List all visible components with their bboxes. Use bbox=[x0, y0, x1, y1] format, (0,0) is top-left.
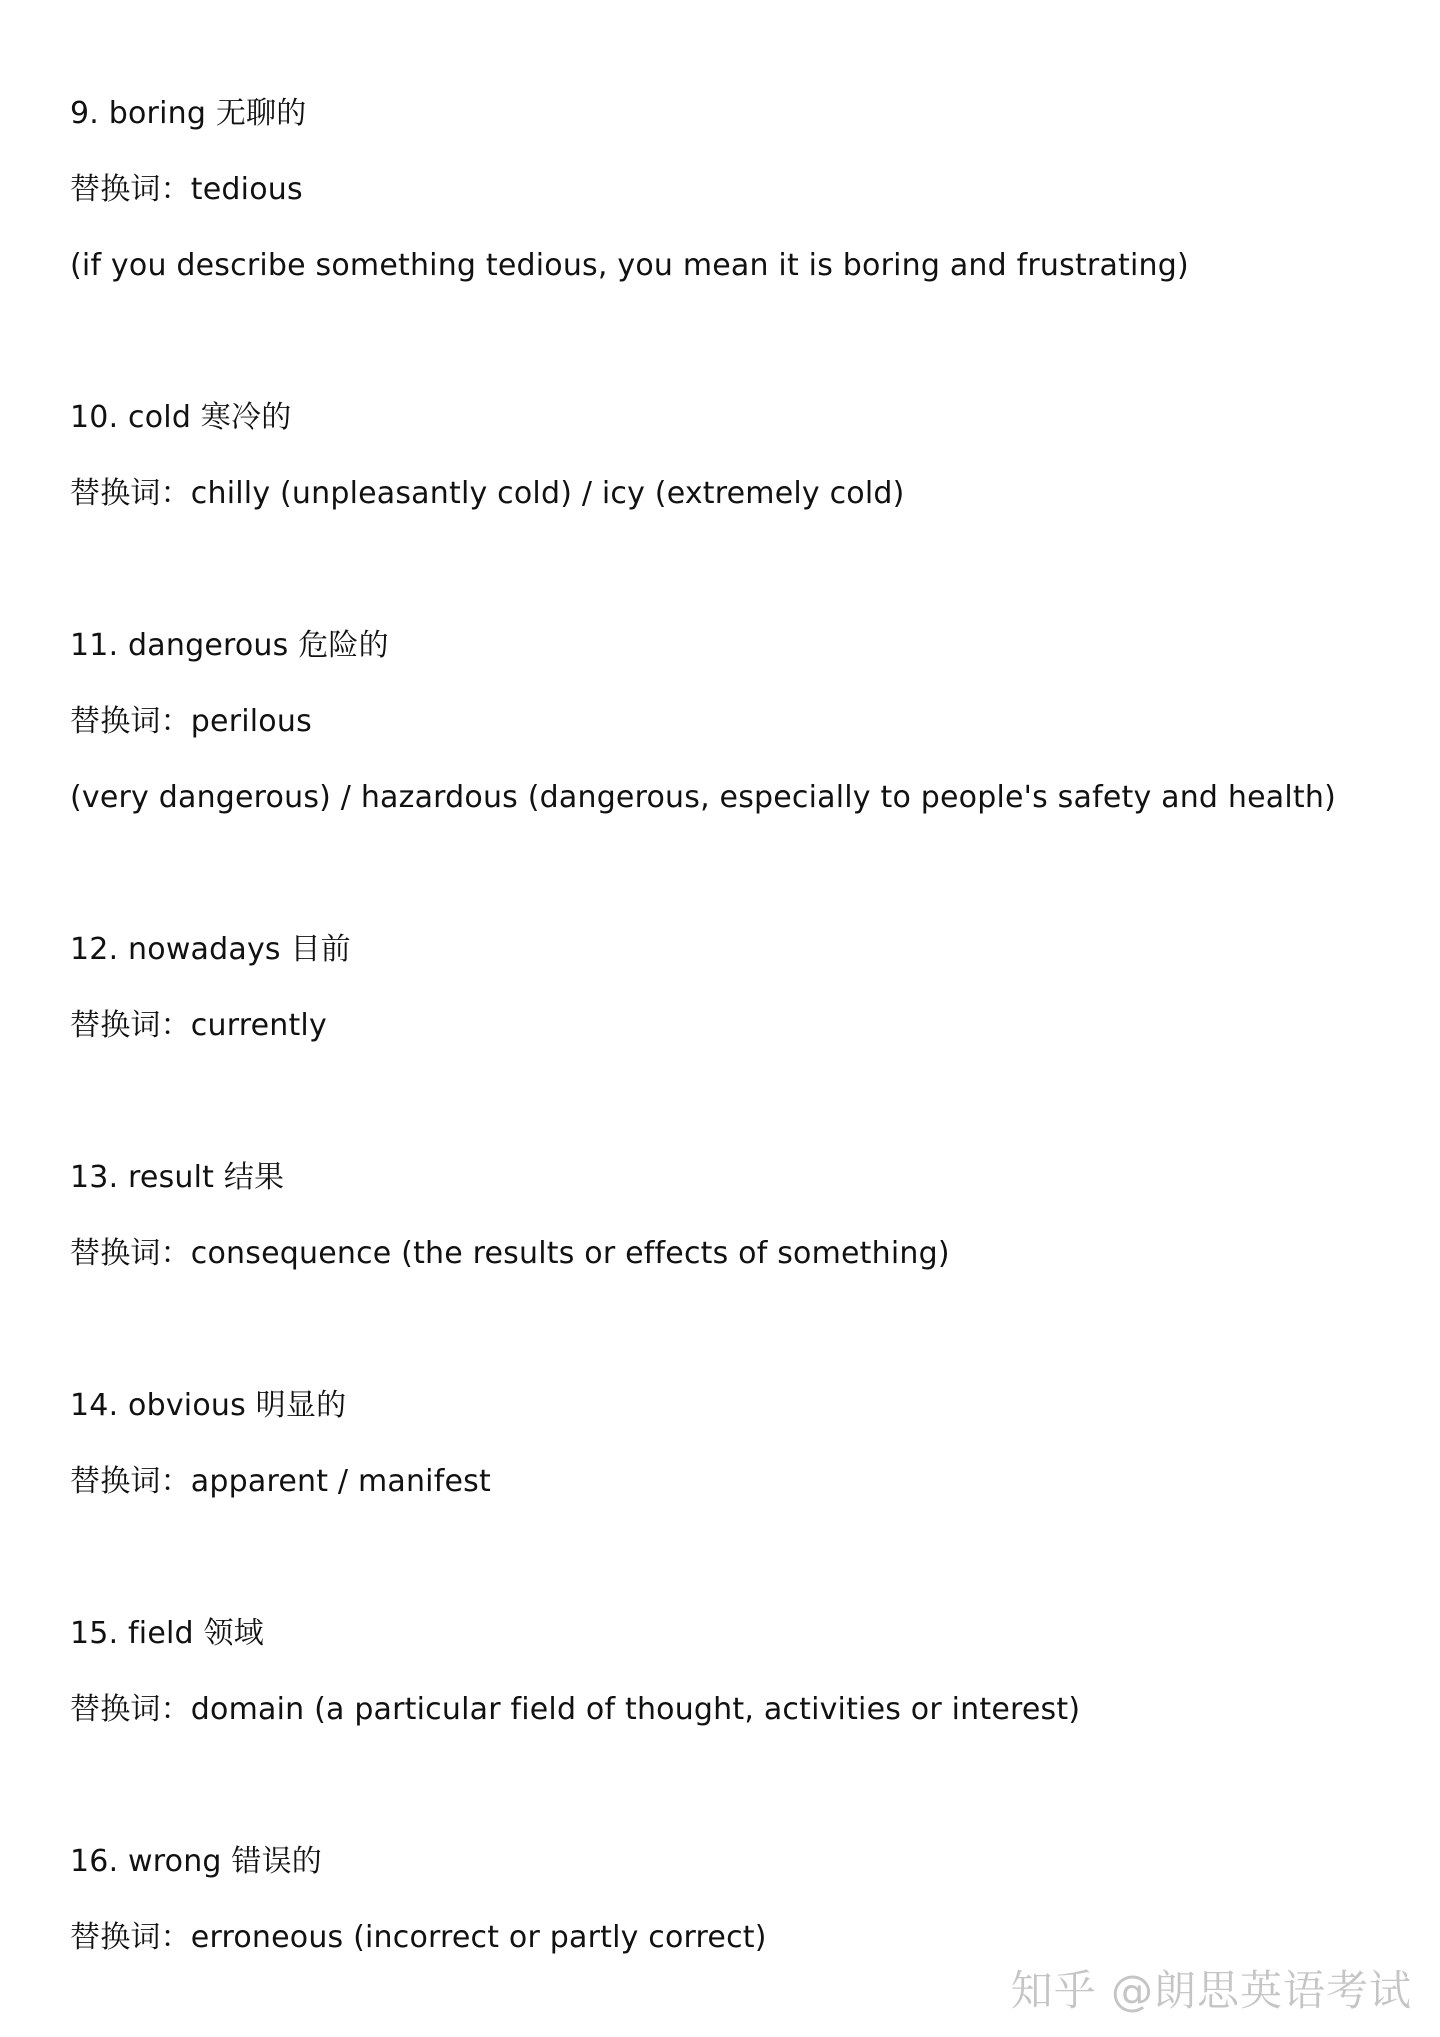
entry-16-heading: 16. wrong 错误的 bbox=[70, 1844, 323, 1879]
entry-9-heading: 9. boring 无聊的 bbox=[70, 96, 307, 131]
entry-10-heading: 10. cold 寒冷的 bbox=[70, 400, 292, 435]
entry-10-replacement: 替换词：chilly (unpleasantly cold) / icy (extremely cold) bbox=[70, 476, 905, 511]
entry-13-heading: 13. result 结果 bbox=[70, 1160, 285, 1195]
entry-9-definition: (if you describe something tedious, you mean it is boring and frustrating) bbox=[70, 248, 1189, 283]
entry-9-replacement: 替换词：tedious bbox=[70, 172, 303, 207]
entry-11-replacement: 替换词：perilous bbox=[70, 704, 312, 739]
entry-15-replacement: 替换词：domain (a particular field of thought, activities or interest) bbox=[70, 1692, 1081, 1727]
entry-15-heading: 15. field 领域 bbox=[70, 1616, 264, 1651]
entry-14-replacement: 替换词：apparent / manifest bbox=[70, 1464, 491, 1499]
entry-12-heading: 12. nowadays 目前 bbox=[70, 932, 351, 967]
entry-12-replacement: 替换词：currently bbox=[70, 1008, 327, 1043]
entry-13-replacement: 替换词：consequence (the results or effects of something) bbox=[70, 1236, 950, 1271]
entry-14-heading: 14. obvious 明显的 bbox=[70, 1388, 347, 1423]
watermark: 知乎 @朗思英语考试 bbox=[1010, 1966, 1412, 2015]
entry-11-definition: (very dangerous) / hazardous (dangerous, especially to people's safety and health) bbox=[70, 780, 1336, 815]
entry-11-heading: 11. dangerous 危险的 bbox=[70, 628, 389, 663]
entry-16-replacement: 替换词：erroneous (incorrect or partly correct) bbox=[70, 1920, 767, 1955]
